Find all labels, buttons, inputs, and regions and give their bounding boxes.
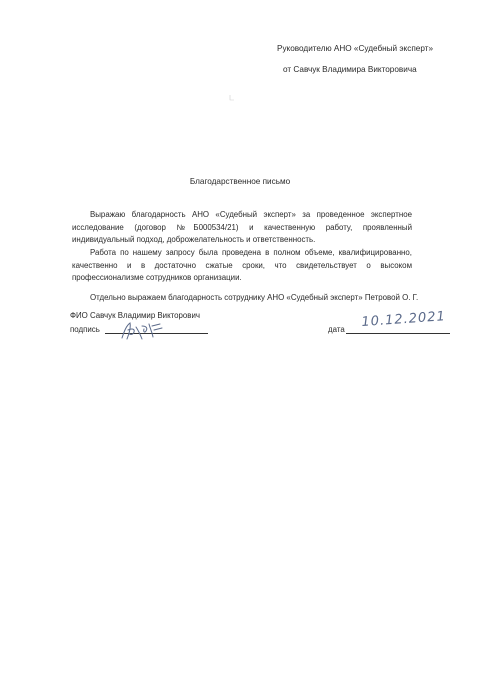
paragraph-employee-thanks-text: Отдельно выражаем благодарность сотруднику АНО «Судебный эксперт» Петровой О. Г. xyxy=(90,293,419,302)
paragraph-work-quality-text: Работа по нашему запросу была проведена в полном объеме, квалифицированно, качественно и в достаточно сжатые сроки, что свидетельствует о высоком профессионализме сотрудников организации. xyxy=(72,248,412,283)
addressee-line: Руководителю АНО «Судебный эксперт» xyxy=(277,44,433,53)
paragraph-gratitude xyxy=(72,209,412,247)
sender-line: от Савчук Владимира Викторовича xyxy=(283,65,417,74)
handwritten-signature xyxy=(116,318,176,342)
signature-label: подпись xyxy=(70,325,100,334)
handwritten-date: 10.12.2021 xyxy=(360,309,447,330)
letter-title: Благодарственное письмо xyxy=(189,177,291,186)
date-line xyxy=(346,333,450,334)
paragraph-work-quality xyxy=(72,247,412,285)
signer-fio: ФИО Савчук Владимир Викторович xyxy=(70,311,201,320)
paragraph-employee-thanks xyxy=(72,292,432,305)
paragraph-gratitude-text: Выражаю благодарность АНО «Судебный эксперт» за проведенное экспертное исследование (договор №Б000534/21) и качественную работу, проявленный индивидуальный подход, доброжелательность и ответственность. xyxy=(72,210,412,245)
date-label: дата xyxy=(328,325,345,334)
scan-speck xyxy=(229,94,235,101)
